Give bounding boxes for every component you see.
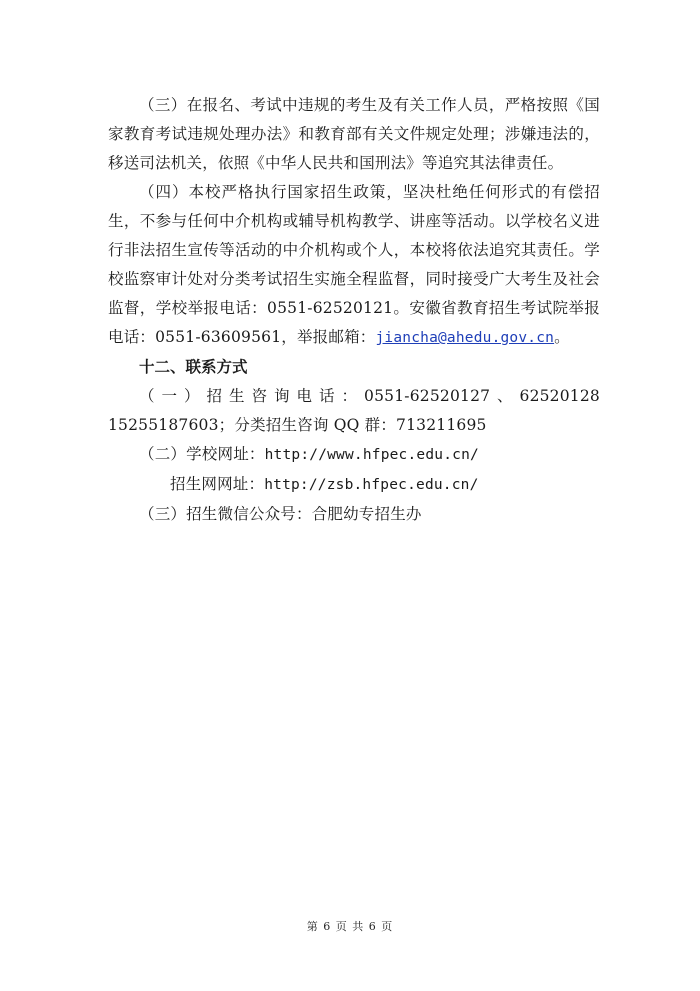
wechat-account-line: （三）招生微信公众号：合肥幼专招生办 xyxy=(139,505,422,523)
school-website-line xyxy=(108,440,600,470)
school-website-label: （二）学校网址： xyxy=(139,445,265,463)
paragraph-end-punctuation: 。 xyxy=(554,328,570,346)
admission-website-line xyxy=(108,470,600,500)
admission-website-url[interactable]: http://zsb.hfpec.edu.cn/ xyxy=(264,477,479,493)
school-website-url[interactable]: http://www.hfpec.edu.cn/ xyxy=(264,447,479,463)
admission-website-label: 招生网网址： xyxy=(170,475,265,493)
page-number-footer: 第 6 页 共 6 页 xyxy=(306,920,394,933)
report-email-link[interactable]: jiancha@ahedu.gov.cn xyxy=(375,330,555,346)
document-body xyxy=(108,91,600,529)
contact-phone-line: （一）招生咨询电话：0551-62520127、62520128 15255187603；分类招生咨询 QQ 群：713211695 xyxy=(108,387,600,434)
paragraph-anti-paid-admission xyxy=(108,178,600,353)
paragraph-anti-paid-admission-text: （四）本校严格执行国家招生政策，坚决杜绝任何形式的有偿招生，不参与任何中介机构或辅导机构教学、讲座等活动。以学校名义进行非法招生宣传等活动的中介机构或个人，本校将依法追究其责任。学校监察审计处对分类考试招生实施全程监督，同时接受广大考生及社会监督，学校举报电话：0551-62520121。安徽省教育招生考试院举报电话：0551-63609561，举报邮箱： xyxy=(108,183,600,346)
paragraph-violation-handling: （三）在报名、考试中违规的考生及有关工作人员，严格按照《国家教育考试违规处理办法》和教育部有关文件规定处理；涉嫌违法的，移送司法机关，依照《中华人民共和国刑法》等追究其法律责任。 xyxy=(108,96,600,172)
section-heading-contact: 十二、联系方式 xyxy=(139,358,248,376)
